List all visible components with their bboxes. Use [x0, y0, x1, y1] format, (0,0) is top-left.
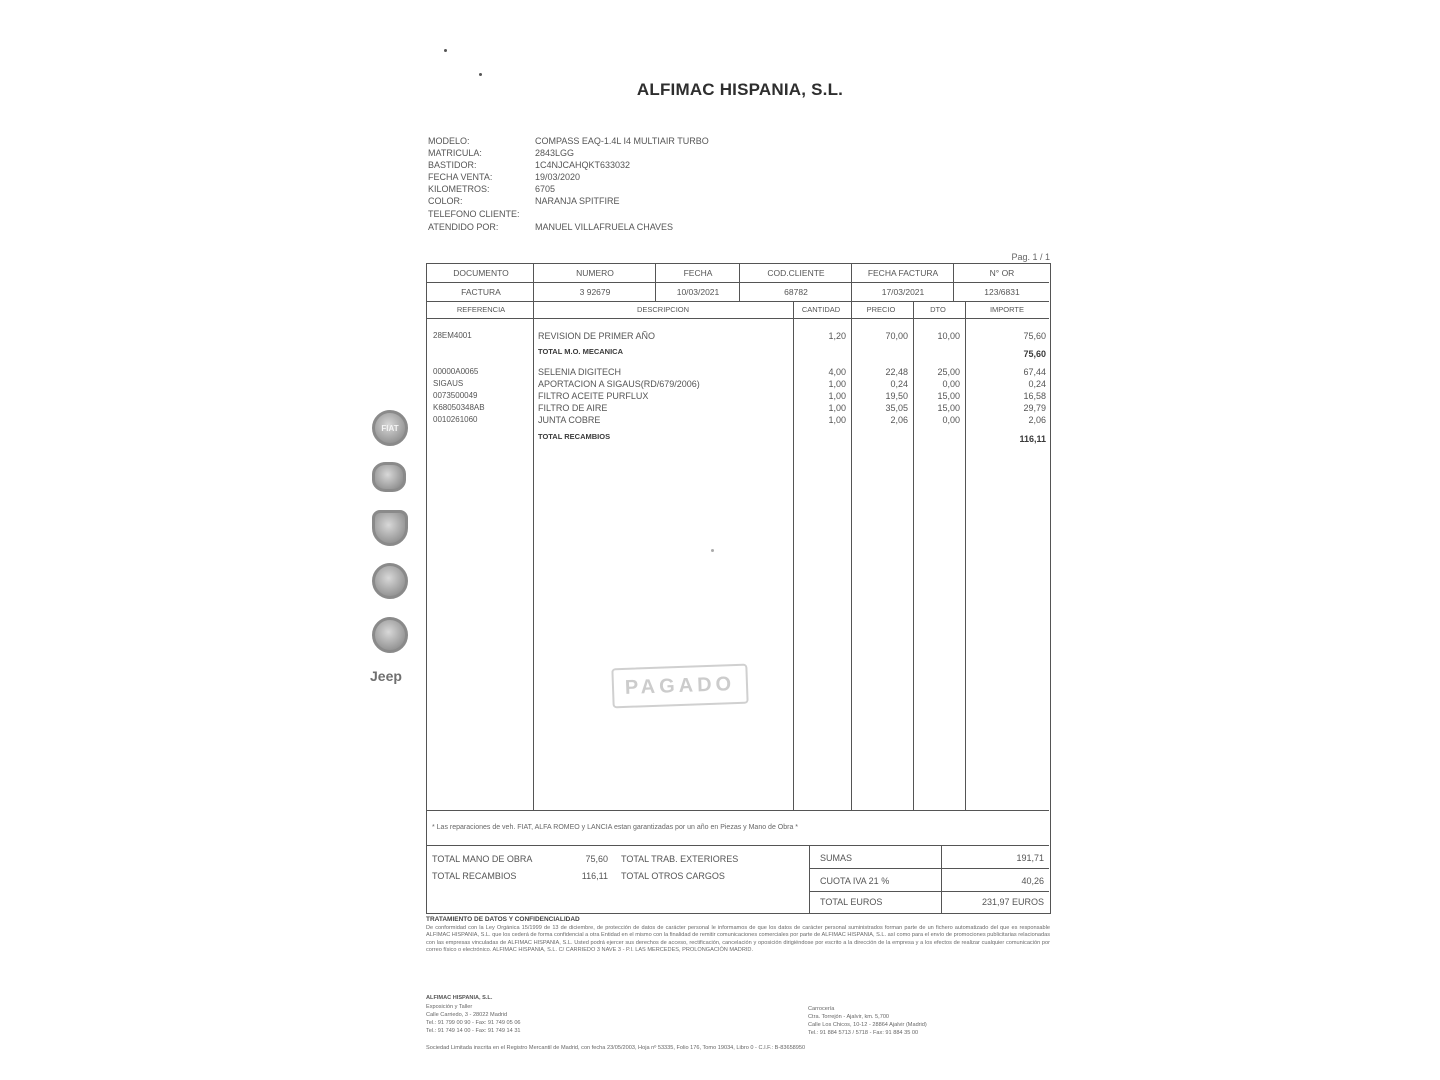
- value-numero: 3 92679: [579, 287, 611, 297]
- value-documento: FACTURA: [461, 287, 501, 297]
- row-amount: 67,44: [1023, 367, 1046, 377]
- legal-title: TRATAMIENTO DE DATOS Y CONFIDENCIALIDAD: [426, 916, 580, 923]
- footer-line: Exposición y Taller: [426, 1004, 473, 1010]
- footer-line: Tel.: 91 799 00 90 - Fax: 91 749 05 06: [426, 1020, 521, 1026]
- labour-total-value: 75,60: [1023, 349, 1046, 359]
- row-qty: 4,00: [828, 367, 846, 377]
- row-desc: APORTACION A SIGAUS(RD/679/2006): [538, 379, 700, 389]
- fiat-professional-logo-icon: [372, 462, 406, 492]
- total-labour-value: 75,60: [585, 854, 608, 864]
- header-dto: DTO: [930, 305, 946, 314]
- vehicle-label: MATRICULA:: [428, 148, 482, 158]
- total-parts-value: 116,11: [581, 871, 608, 881]
- lancia-logo-icon: [372, 617, 408, 653]
- vehicle-label: COLOR:: [428, 196, 463, 206]
- paid-stamp: PAGADO: [611, 664, 748, 709]
- row-qty: 1,00: [828, 379, 846, 389]
- table-rule: [427, 810, 1049, 811]
- invoice-table: [426, 263, 1051, 914]
- row-ref: 28EM4001: [433, 331, 472, 340]
- footer-line: Tel.: 91 884 5713 / 5718 - Fax: 91 884 35 00: [808, 1030, 919, 1036]
- value-n-or: 123/6831: [984, 287, 1020, 297]
- row-desc: FILTRO DE AIRE: [538, 403, 608, 413]
- table-rule: [427, 301, 1049, 302]
- warranty-note: * Las reparaciones de veh. FIAT, ALFA ROMEO y LANCIA estan garantizadas por un año en Piezas y Mano de Obra *: [432, 824, 799, 831]
- value-cod-cliente: 68782: [784, 287, 808, 297]
- footer-line: Calle Carriedo, 3 - 28022 Madrid: [426, 1012, 508, 1018]
- company-name: ALFIMAC HISPANIA, S.L.: [636, 80, 844, 99]
- row-dto: 15,00: [937, 403, 960, 413]
- table-rule: [793, 301, 794, 810]
- footer-company: ALFIMAC HISPANIA, S.L.: [426, 995, 493, 1001]
- sumas-value: 191,71: [1016, 853, 1044, 863]
- total-parts-label: TOTAL RECAMBIOS: [432, 871, 517, 881]
- scan-speck: [479, 73, 482, 76]
- value-fecha: 10/03/2021: [676, 287, 720, 297]
- row-ref: 0010261060: [433, 415, 478, 424]
- header-referencia: REFERENCIA: [456, 305, 506, 314]
- iva-value: 40,26: [1021, 876, 1044, 886]
- row-price: 35,05: [885, 403, 908, 413]
- row-dto: 10,00: [937, 331, 960, 341]
- scan-speck: [444, 49, 447, 52]
- table-rule: [427, 282, 1049, 283]
- table-rule: [427, 845, 1049, 846]
- header-fecha-factura: FECHA FACTURA: [867, 268, 939, 278]
- vehicle-value: 6705: [535, 184, 556, 194]
- table-rule: [809, 845, 810, 913]
- row-desc: REVISION DE PRIMER AÑO: [538, 331, 656, 341]
- parts-total-value: 116,11: [1019, 434, 1046, 444]
- total-other-label: TOTAL OTROS CARGOS: [621, 871, 725, 881]
- scan-speck: [711, 549, 714, 552]
- vehicle-value: MANUEL VILLAFRUELA CHAVES: [535, 222, 674, 232]
- total-external-label: TOTAL TRAB. EXTERIORES: [621, 854, 739, 864]
- row-desc: JUNTA COBRE: [538, 415, 601, 425]
- header-precio: PRECIO: [866, 305, 896, 314]
- vehicle-label: ATENDIDO POR:: [428, 222, 499, 232]
- vehicle-value: 1C4NJCAHQKT633032: [535, 160, 631, 170]
- vehicle-value: 19/03/2020: [535, 172, 581, 182]
- vehicle-label: MODELO:: [428, 136, 470, 146]
- fiat-logo-icon: FIAT: [372, 410, 408, 446]
- header-numero: NUMERO: [576, 268, 614, 278]
- row-desc: FILTRO ACEITE PURFLUX: [538, 391, 649, 401]
- vehicle-value: COMPASS EAQ-1.4L I4 MULTIAIR TURBO: [535, 136, 709, 146]
- header-cod-cliente: COD.CLIENTE: [767, 268, 825, 278]
- alfa-romeo-logo-icon: [372, 563, 408, 599]
- row-ref: 0073500049: [433, 391, 478, 400]
- header-descripcion: DESCRIPCION: [636, 305, 690, 314]
- header-importe: IMPORTE: [989, 305, 1025, 314]
- row-dto: 15,00: [937, 391, 960, 401]
- table-rule: [427, 318, 1049, 319]
- row-qty: 1,00: [828, 391, 846, 401]
- vehicle-label: FECHA VENTA:: [428, 172, 493, 182]
- sumas-label: SUMAS: [820, 853, 853, 863]
- total-labour-label: TOTAL MANO DE OBRA: [432, 854, 533, 864]
- vehicle-value: NARANJA SPITFIRE: [535, 196, 620, 206]
- row-ref: 00000A0065: [433, 367, 479, 376]
- vehicle-value: 2843LGG: [535, 148, 575, 158]
- total-euros-label: TOTAL EUROS: [820, 897, 883, 907]
- vehicle-label: TELEFONO CLIENTE:: [428, 209, 520, 219]
- row-price: 70,00: [885, 331, 908, 341]
- header-n-or: N° OR: [989, 268, 1015, 278]
- value-fecha-factura: 17/03/2021: [881, 287, 925, 297]
- abarth-logo-icon: [372, 510, 408, 546]
- table-rule: [809, 891, 1049, 892]
- header-cantidad: CANTIDAD: [801, 305, 841, 314]
- row-desc: SELENIA DIGITECH: [538, 367, 622, 377]
- jeep-logo: Jeep: [370, 668, 402, 684]
- row-amount: 0,24: [1028, 379, 1046, 389]
- row-dto: 25,00: [937, 367, 960, 377]
- row-dto: 0,00: [942, 415, 960, 425]
- row-amount: 29,79: [1023, 403, 1046, 413]
- vehicle-label: BASTIDOR:: [428, 160, 477, 170]
- row-price: 22,48: [885, 367, 908, 377]
- registry-text: Sociedad Limitada inscrita en el Registro Mercantil de Madrid, con fecha 23/05/2003, Hoja nº 53335, Folio 176, Tomo 19034, Libro 0 - C.I.F.: B-83658950: [426, 1045, 806, 1051]
- row-price: 0,24: [890, 379, 908, 389]
- row-amount: 16,58: [1023, 391, 1046, 401]
- row-ref: SIGAUS: [433, 379, 464, 388]
- header-fecha: FECHA: [683, 268, 713, 278]
- row-price: 19,50: [885, 391, 908, 401]
- total-euros-value: 231,97 EUROS: [981, 897, 1044, 907]
- footer-body-shop: Carrocería: [808, 1006, 835, 1012]
- row-ref: K68050348AB: [433, 403, 485, 412]
- row-qty: 1,00: [828, 403, 846, 413]
- legal-text: De conformidad con la Ley Orgánica 15/1999 de 13 de diciembre, de protección de datos de carácter personal le informamos de que los datos de carácter personal suministrados forman parte de un fichero automatizado del que es responsable ALFIMAC HISPANIA, S.L. que los cederá de forma confidencial a otra Entidad en el mismo con la finalidad de remitir comunicaciones comerciales por parte de ALFIMAC HISPANIA, S.L. así como para el envío de promociones publicitarias relacionadas con las empresas vinculadas de ALFIMAC HISPANIA, S.L. Usted podrá ejercer sus derechos de acceso, rectificación, cancelación y oposición dirigiéndose por escrito a la dirección de la empresa y a los efectos de realizar cualquier comunicación por correo físico o electrónico. ALFIMAC HISPANIA, S.L. C/ CARRIEDO 3 NAVE 3 - P.I. LAS MERCEDES, PROLONGACIÓN MADRID.: [426, 925, 1050, 954]
- footer-line: Calle Los Chicos, 10-12 - 28864 Ajalvir (Madrid): [808, 1022, 927, 1028]
- row-dto: 0,00: [942, 379, 960, 389]
- row-amount: 2,06: [1028, 415, 1046, 425]
- labour-total-label: TOTAL M.O. MECANICA: [538, 347, 623, 356]
- vehicle-label: KILOMETROS:: [428, 184, 490, 194]
- footer-line: Tel.: 91 749 14 00 - Fax: 91 749 14 31: [426, 1028, 521, 1034]
- row-price: 2,06: [890, 415, 908, 425]
- iva-label: CUOTA IVA 21 %: [820, 876, 890, 886]
- table-rule: [941, 845, 942, 913]
- page-number: Pag. 1 / 1: [1011, 252, 1050, 262]
- row-qty: 1,00: [828, 415, 846, 425]
- row-amount: 75,60: [1023, 331, 1046, 341]
- table-rule: [533, 264, 534, 810]
- header-documento: DOCUMENTO: [453, 268, 509, 278]
- footer-line: Ctra. Torrejón - Ajalvir, km. 5,700: [808, 1014, 890, 1020]
- row-qty: 1,20: [828, 331, 846, 341]
- parts-total-label: TOTAL RECAMBIOS: [538, 432, 611, 441]
- table-rule: [809, 868, 1049, 869]
